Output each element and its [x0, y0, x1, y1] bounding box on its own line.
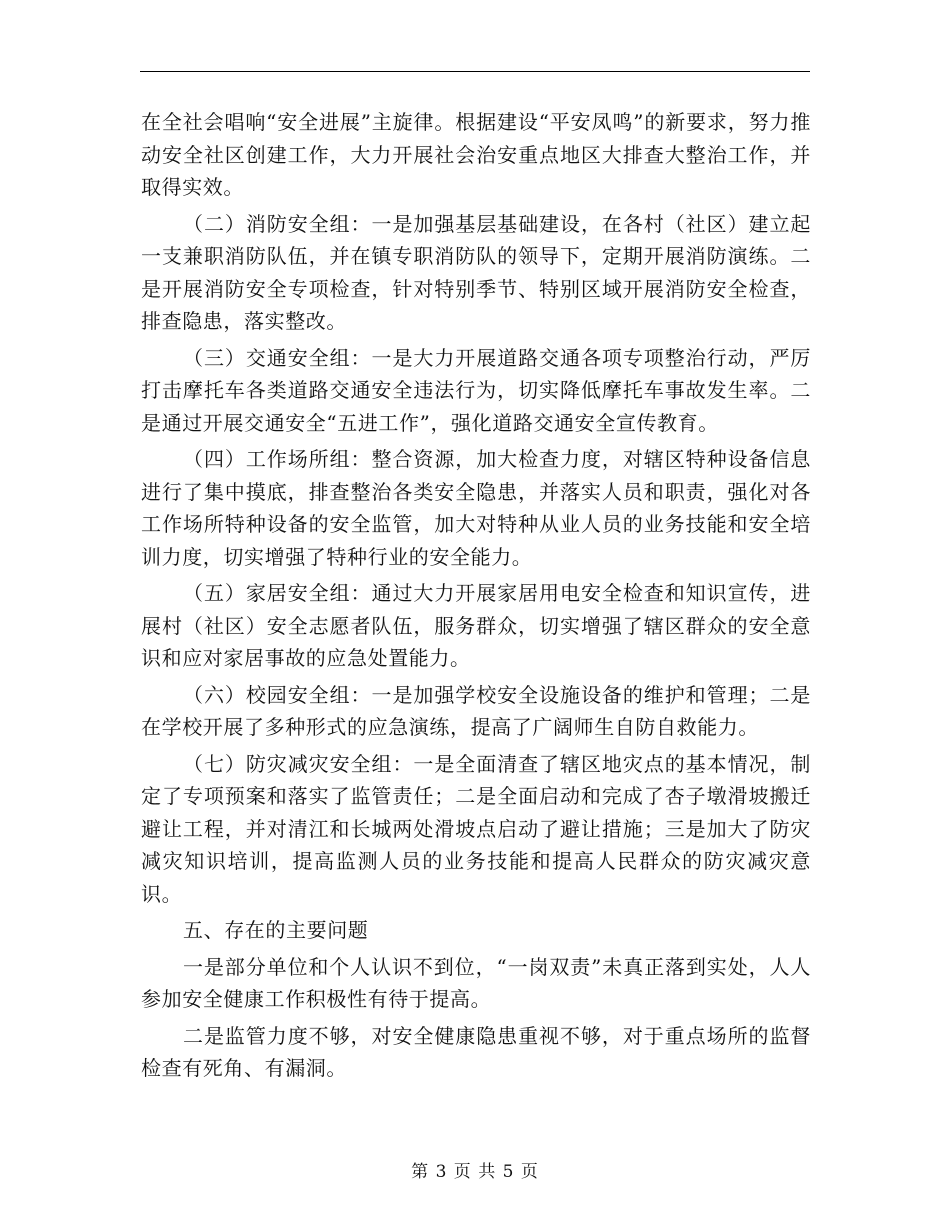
paragraph-continuation: 在全社会唱响“安全进展”主旋律。根据建设“平安凤鸣”的新要求，努力推动安全社区创建工作，大力开展社会治安重点地区大排查大整治工作，并取得实效。	[141, 110, 811, 199]
section-heading-main-problems: 五、存在的主要问题	[183, 918, 369, 942]
header-rule	[140, 71, 810, 72]
paragraph-problem-one: 一是部分单位和个人认识不到位，“一岗双责”未真正落到实处，人人参加安全健康工作积极性有待于提高。	[141, 954, 811, 1011]
paragraph-workplace-safety: （四）工作场所组：整合资源，加大检查力度，对辖区特种设备信息进行了集中摸底，排查整治各类安全隐患，并落实人员和职责，强化对各工作场所特种设备的安全监管，加大对特种从业人员的业务技能和安全培训力度，切实增强了特种行业的安全能力。	[141, 447, 811, 569]
paragraph-home-safety: （五）家居安全组：通过大力开展家居用电安全检查和知识宣传，进展村（社区）安全志愿者队伍，服务群众，切实增强了辖区群众的安全意识和应对家居事故的应急处置能力。	[141, 581, 811, 670]
paragraph-problem-two: 二是监管力度不够，对安全健康隐患重视不够，对于重点场所的监督检查有死角、有漏洞。	[141, 1023, 811, 1080]
document-body	[141, 106, 811, 1089]
paragraph-campus-safety: （六）校园安全组：一是加强学校安全设施设备的维护和管理；二是在学校开展了多种形式的应急演练，提高了广阔师生自防自救能力。	[141, 682, 811, 739]
page-number-footer: 第 3 页 共 5 页	[411, 1162, 539, 1182]
paragraph-traffic-safety: （三）交通安全组：一是大力开展道路交通各项专项整治行动，严厉打击摩托车各类道路交通安全违法行为，切实降低摩托车事故发生率。二是通过开展交通安全“五进工作”，强化道路交通安全宣传教育。	[141, 345, 811, 435]
paragraph-disaster-prevention: （七）防灾减灾安全组：一是全面清查了辖区地灾点的基本情况，制定了专项预案和落实了监管责任；二是全面启动和完成了杏子墩滑坡搬迁避让工程，并对清江和长城两处滑坡点启动了避让措施；三是加大了防灾减灾知识培训，提高监测人员的业务技能和提高人民群众的防灾减灾意识。	[141, 751, 811, 906]
paragraph-fire-safety: （二）消防安全组：一是加强基层基础建设，在各村（社区）建立起一支兼职消防队伍，并在镇专职消防队的领导下，定期开展消防演练。二是开展消防安全专项检查，针对特别季节、特别区域开展消防安全检查，排查隐患，落实整改。	[141, 211, 811, 333]
